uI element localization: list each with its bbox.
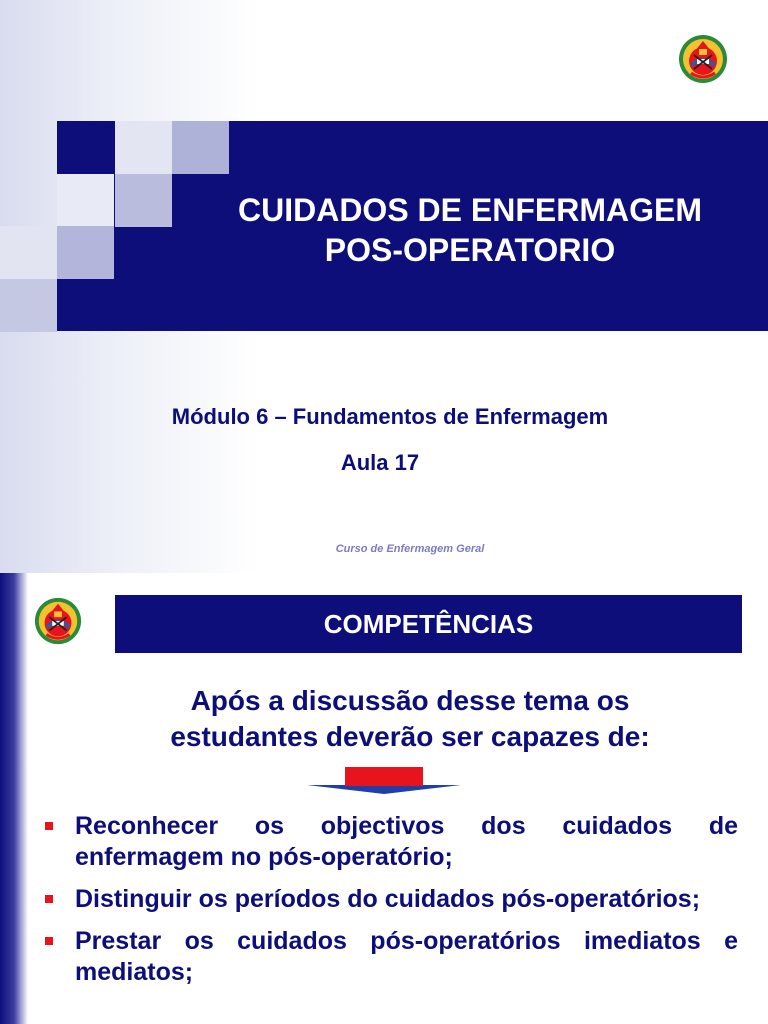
- module-subtitle: Módulo 6 – Fundamentos de Enfermagem: [171, 404, 609, 429]
- square-bullet-icon: [45, 822, 53, 830]
- decor-square: [0, 226, 57, 279]
- list-item: [42, 926, 738, 988]
- decor-square: [172, 121, 229, 174]
- decor-square: [0, 279, 57, 332]
- square-bullet-icon: [45, 937, 53, 945]
- competencies-slide: [0, 573, 768, 1024]
- decor-square: [115, 121, 172, 174]
- left-accent-bar: [0, 573, 28, 1024]
- list-item-text: Prestar os cuidados pós-operatórios imediatos e mediatos;: [75, 927, 738, 986]
- decor-square: [115, 174, 172, 227]
- list-item: [42, 811, 738, 873]
- mozambique-emblem-icon: [677, 33, 729, 85]
- intro-line1: Após a discussão desse tema os: [190, 685, 630, 716]
- decor-square: [57, 174, 114, 227]
- square-bullet-icon: [45, 895, 53, 903]
- course-name: Curso de Enfermagem Geral: [335, 543, 485, 555]
- list-item: [42, 884, 738, 915]
- slide-title-line1: CUIDADOS DE ENFERMAGEM: [237, 192, 702, 228]
- intro-text: [60, 683, 760, 755]
- slide-title: [190, 190, 750, 270]
- mozambique-emblem-icon: [33, 596, 83, 646]
- list-item-text: Reconhecer os objectivos dos cuidados de enfermagem no pós-operatório;: [75, 812, 738, 871]
- competencies-heading: COMPETÊNCIAS: [323, 609, 534, 639]
- down-arrow-marker-icon: [305, 766, 463, 796]
- list-item-text: Distinguir os períodos do cuidados pós-operatórios;: [75, 885, 701, 913]
- slide-title-line2: POS-OPERATORIO: [324, 232, 616, 268]
- competencies-list: [42, 811, 738, 999]
- intro-line2: estudantes deverão ser capazes de:: [170, 721, 650, 752]
- decor-square: [57, 226, 114, 279]
- lesson-number: Aula 17: [340, 450, 420, 475]
